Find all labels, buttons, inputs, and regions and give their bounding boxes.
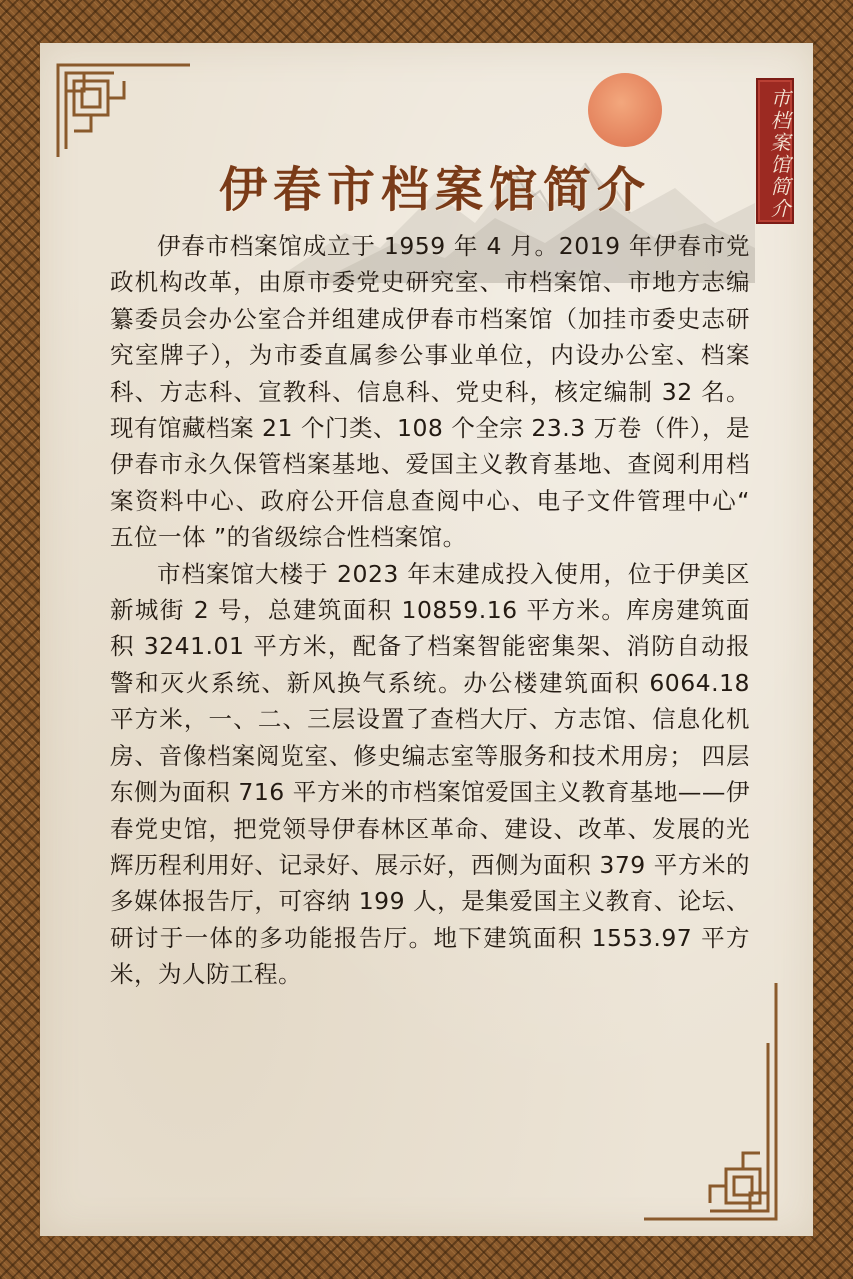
intro-body	[110, 228, 750, 993]
paragraph-building: 市档案馆大楼于 2023 年末建成投入使用，位于伊美区新城街 2 号，总建筑面积 10859.16 平方米。库房建筑面积 3241.01 平方米，配备了档案智能密集架、消防自动报警和灭火系统、新风换气系统。办公楼建筑面积 6064.18 平方米，一、二、三层设置了查档大厅、方志馆、信息化机房、音像档案阅览室、修史编志室等服务和技术用房； 四层东侧为面积 716 平方米的市档案馆爱国主义教育基地——伊春党史馆，把党领导伊春林区革命、建设、改革、发展的光辉历程利用好、记录好、展示好，西侧为面积 379 平方米的多媒体报告厅，可容纳 199 人，是集爱国主义教育、论坛、研讨于一体的多功能报告厅。地下建筑面积 1553.97 平方米，为人防工程。	[110, 559, 750, 989]
corner-ornament-top-left	[54, 61, 194, 161]
scroll-panel	[40, 43, 813, 1236]
corner-ornament-bottom-right	[640, 983, 800, 1223]
paragraph-history: 伊春市档案馆成立于 1959 年 4 月。2019 年伊春市党政机构改革，由原市委党史研究室、市档案馆、市地方志编纂委员会办公室合并组建成伊春市档案馆（加挂市委史志研究室牌子），为市委直属参公事业单位，内设办公室、档案科、方志科、宣教科、信息科、党史科，核定编制 32 名。现有馆藏档案 21 个门类、108 个全宗 23.3 万卷（件），是伊春市永久保管档案基地、爱国主义教育基地、查阅利用档案资料中心、政府公开信息查阅中心、电子文件管理中心“ 五位一体 ”的省级综合性档案馆。	[110, 232, 750, 552]
red-seal-stamp: 市档案馆简介	[756, 78, 794, 224]
page-title: 伊春市档案馆简介	[218, 162, 651, 218]
sun-decoration	[588, 73, 662, 147]
